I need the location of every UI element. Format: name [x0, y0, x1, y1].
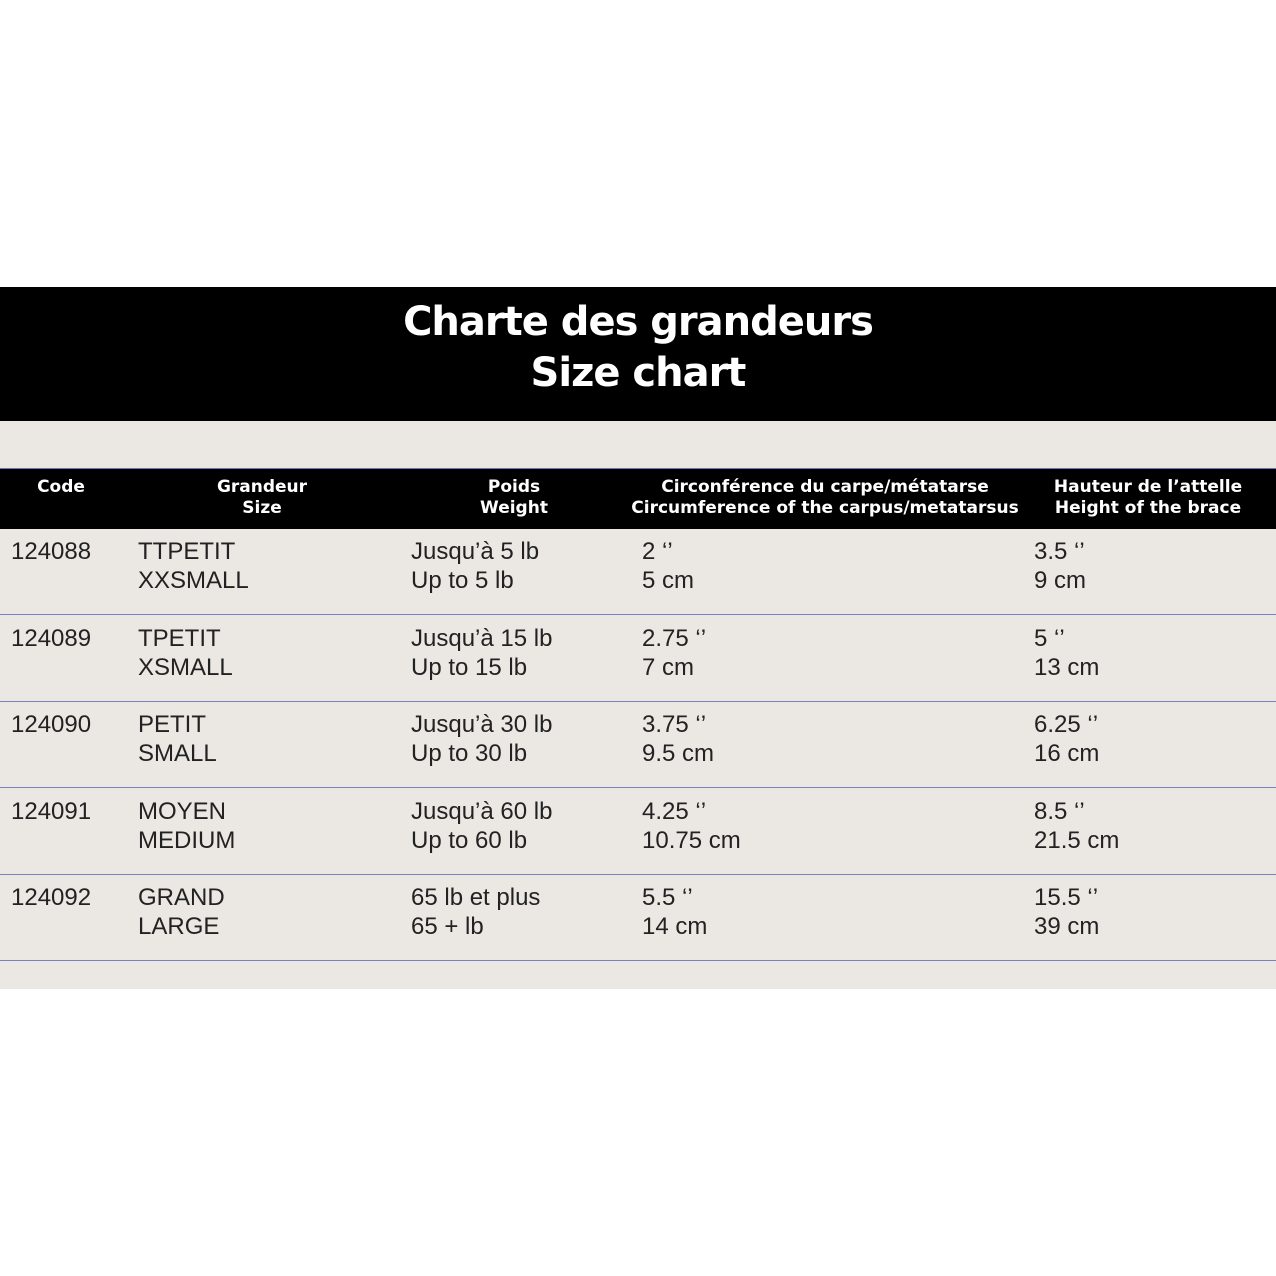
weight-english: Up to 15 lb — [411, 654, 528, 681]
code-cell — [11, 537, 91, 566]
brace-height-cell — [1034, 797, 1119, 855]
size-english: MEDIUM — [138, 827, 236, 854]
weight-french: Jusqu’à 30 lb — [411, 711, 553, 738]
circumference-cm: 7 cm — [642, 654, 695, 681]
brace-height-cm: 9 cm — [1034, 567, 1087, 594]
circumference-cell — [642, 624, 706, 682]
circumference-cm: 5 cm — [642, 567, 695, 594]
circumference-cm: 14 cm — [642, 913, 708, 940]
circumference-cell — [642, 883, 707, 941]
header-weight — [440, 477, 588, 519]
header-size — [172, 477, 352, 519]
header-size-french: Grandeur — [216, 477, 308, 497]
size-french: MOYEN — [138, 798, 227, 825]
weight-english: Up to 5 lb — [411, 567, 514, 594]
brace-height-inches: 8.5 ‘’ — [1034, 798, 1085, 825]
circumference-cm: 10.75 cm — [642, 827, 741, 854]
title-banner — [0, 287, 1276, 421]
header-code — [0, 477, 122, 498]
size-french: TTPETIT — [138, 538, 236, 565]
circumference-inches: 3.75 ‘’ — [642, 711, 707, 738]
weight-english: Up to 30 lb — [411, 740, 528, 767]
size-english: XSMALL — [138, 654, 233, 681]
brace-height-inches: 3.5 ‘’ — [1034, 538, 1085, 565]
weight-cell — [411, 797, 552, 855]
size-cell — [138, 710, 217, 768]
header-circumference-english: Circumference of the carpus/metatarsus — [631, 498, 1019, 518]
size-french: TPETIT — [138, 625, 221, 652]
weight-french: Jusqu’à 5 lb — [411, 538, 540, 565]
size-cell — [138, 537, 249, 595]
code-value: 124088 — [11, 538, 92, 565]
header-circumference-french: Circonférence du carpe/métatarse — [661, 477, 989, 497]
brace-height-inches: 15.5 ‘’ — [1034, 884, 1099, 911]
code-cell — [11, 797, 91, 826]
weight-cell — [411, 883, 540, 941]
size-chart-table — [0, 421, 1276, 989]
weight-cell — [411, 710, 552, 768]
table-row — [0, 616, 1276, 702]
code-value: 124091 — [11, 798, 92, 825]
header-brace-height-english: Height of the brace — [1054, 498, 1242, 518]
table-row — [0, 875, 1276, 961]
code-value: 124092 — [11, 884, 92, 911]
table-row — [0, 702, 1276, 788]
brace-height-cell — [1034, 624, 1099, 682]
circumference-inches: 5.5 ‘’ — [642, 884, 693, 911]
table-row — [0, 789, 1276, 875]
header-brace-height — [1040, 477, 1256, 519]
weight-cell — [411, 537, 539, 595]
circumference-cm: 9.5 cm — [642, 740, 715, 767]
header-size-english: Size — [242, 498, 282, 518]
circumference-inches: 2 ‘’ — [642, 538, 673, 565]
brace-height-cm: 13 cm — [1034, 654, 1100, 681]
circumference-inches: 2.75 ‘’ — [642, 625, 707, 652]
code-cell — [11, 624, 91, 653]
weight-english: Up to 60 lb — [411, 827, 528, 854]
weight-english: 65 + lb — [411, 913, 484, 940]
header-circumference — [625, 477, 1025, 519]
brace-height-cm: 21.5 cm — [1034, 827, 1120, 854]
weight-french: Jusqu’à 15 lb — [411, 625, 553, 652]
weight-cell — [411, 624, 552, 682]
size-english: LARGE — [138, 913, 220, 940]
size-english: SMALL — [138, 740, 217, 767]
code-value: 124089 — [11, 625, 92, 652]
circumference-cell — [642, 710, 714, 768]
brace-height-cell — [1034, 883, 1099, 941]
page-title-english: Size chart — [530, 350, 746, 396]
header-weight-french: Poids — [487, 477, 541, 497]
brace-height-cell — [1034, 537, 1086, 595]
size-cell — [138, 797, 235, 855]
size-french: PETIT — [138, 711, 207, 738]
header-code-label: Code — [37, 477, 85, 497]
table-row — [0, 529, 1276, 615]
brace-height-inches: 5 ‘’ — [1034, 625, 1065, 652]
brace-height-cm: 39 cm — [1034, 913, 1100, 940]
code-value: 124090 — [11, 711, 92, 738]
header-brace-height-french: Hauteur de l’attelle — [1053, 477, 1243, 497]
weight-french: Jusqu’à 60 lb — [411, 798, 553, 825]
circumference-cell — [642, 797, 741, 855]
circumference-cell — [642, 537, 694, 595]
brace-height-cm: 16 cm — [1034, 740, 1100, 767]
size-english: XXSMALL — [138, 567, 249, 594]
size-french: GRAND — [138, 884, 225, 911]
header-weight-english: Weight — [480, 498, 548, 518]
code-cell — [11, 883, 91, 912]
code-cell — [11, 710, 91, 739]
brace-height-cell — [1034, 710, 1099, 768]
brace-height-inches: 6.25 ‘’ — [1034, 711, 1099, 738]
circumference-inches: 4.25 ‘’ — [642, 798, 707, 825]
size-cell — [138, 624, 233, 682]
page-title-french: Charte des grandeurs — [403, 299, 873, 345]
table-header-row — [0, 468, 1276, 529]
size-cell — [138, 883, 225, 941]
weight-french: 65 lb et plus — [411, 884, 541, 911]
